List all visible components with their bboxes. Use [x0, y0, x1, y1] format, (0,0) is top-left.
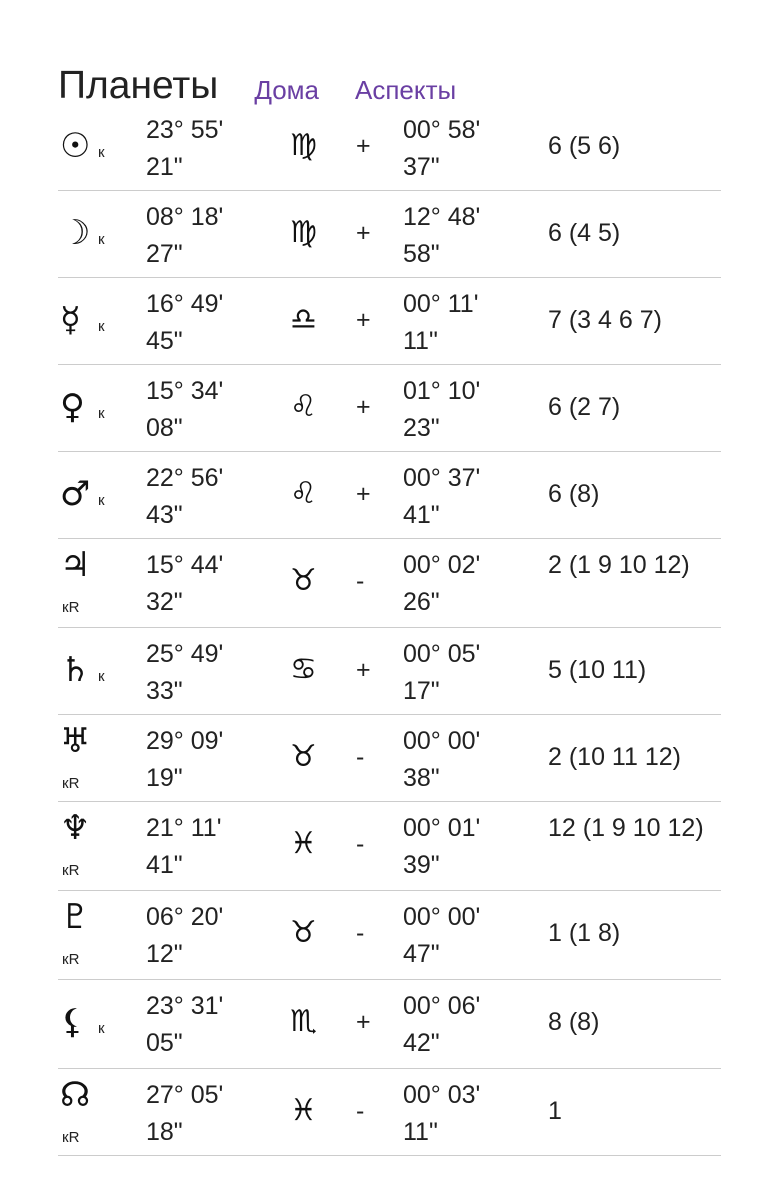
orb-seconds: 42" [403, 1029, 440, 1057]
degree-minutes: 15° 34' [146, 377, 224, 405]
orb-minutes: 00° 00' [403, 727, 481, 755]
degree-seconds: 19" [146, 764, 183, 792]
degree-minutes: 16° 49' [146, 290, 224, 318]
planet-cell [58, 452, 138, 538]
planet-flag: к [98, 405, 105, 422]
planet-degree [146, 723, 256, 797]
degree-seconds: 21" [146, 153, 183, 181]
house-info: 6 (5 6) [548, 132, 621, 160]
direction-indicator: + [356, 132, 371, 160]
house-info: 8 (8) [548, 1008, 600, 1036]
degree-minutes: 21° 11' [146, 814, 222, 842]
planet-icon: ♅ [60, 721, 91, 761]
orb-minutes: 12° 48' [403, 203, 481, 231]
planet-icon: ♄ [60, 650, 91, 690]
direction-indicator: + [356, 1008, 371, 1036]
orb-minutes: 00° 02' [403, 551, 481, 579]
direction-indicator: - [356, 919, 365, 947]
planet-icon: ☿ [60, 300, 81, 340]
orb-minutes: 01° 10' [403, 377, 481, 405]
planet-flag: кR [62, 862, 80, 879]
planet-flag: к [98, 668, 105, 685]
house-info: 12 (1 9 10 12) [548, 814, 704, 842]
planet-flag: к [98, 1020, 105, 1037]
planet-flag: кR [62, 1129, 80, 1146]
table-row[interactable] [58, 1069, 721, 1156]
planet-icon: ♂ [60, 474, 91, 514]
degree-seconds: 41" [146, 851, 183, 879]
orb-value [403, 199, 513, 273]
zodiac-sign-icon: ♎ [290, 302, 317, 337]
planet-icon: ♆ [60, 808, 91, 848]
orb-value [403, 286, 513, 360]
planet-degree [146, 286, 256, 360]
degree-minutes: 27° 05' [146, 1081, 224, 1109]
planet-cell [58, 891, 138, 979]
tab-aspects[interactable]: Аспекты [355, 75, 457, 105]
degree-seconds: 08" [146, 414, 183, 442]
orb-minutes: 00° 58' [403, 116, 481, 144]
planet-cell [58, 628, 138, 714]
planet-cell [58, 191, 138, 277]
house-info: 6 (2 7) [548, 393, 621, 421]
orb-value [403, 636, 513, 710]
degree-seconds: 05" [146, 1029, 183, 1057]
orb-minutes: 00° 00' [403, 903, 481, 931]
house-info: 1 (1 8) [548, 919, 621, 947]
zodiac-sign-icon: ♌ [290, 389, 317, 424]
planet-icon: ☉ [60, 126, 91, 166]
orb-value [403, 112, 513, 186]
house-info: 7 (3 4 6 7) [548, 306, 662, 334]
tab-houses[interactable]: Дома [254, 75, 320, 105]
orb-seconds: 37" [403, 153, 440, 181]
degree-seconds: 45" [146, 327, 183, 355]
degree-minutes: 08° 18' [146, 203, 224, 231]
orb-seconds: 41" [403, 501, 440, 529]
degree-minutes: 15° 44' [146, 551, 224, 579]
orb-minutes: 00° 01' [403, 814, 481, 842]
planet-cell [58, 104, 138, 190]
direction-indicator: - [356, 1097, 365, 1125]
planet-cell [58, 802, 138, 890]
planet-icon: ☊ [60, 1075, 91, 1115]
zodiac-sign-icon: ♉ [290, 563, 317, 598]
table-row[interactable] [58, 365, 721, 452]
degree-seconds: 32" [146, 588, 183, 616]
planet-icon: ♇ [60, 897, 91, 937]
orb-minutes: 00° 37' [403, 464, 481, 492]
orb-value [403, 723, 513, 797]
table-row[interactable] [58, 891, 721, 980]
zodiac-sign-icon: ♍ [290, 128, 317, 163]
planet-degree [146, 988, 256, 1062]
direction-indicator: + [356, 393, 371, 421]
degree-seconds: 12" [146, 940, 183, 968]
house-info: 6 (4 5) [548, 219, 621, 247]
house-info: 5 (10 11) [548, 656, 647, 684]
orb-seconds: 38" [403, 764, 440, 792]
zodiac-sign-icon: ♓ [290, 1093, 317, 1128]
degree-seconds: 33" [146, 677, 183, 705]
zodiac-sign-icon: ♉ [290, 915, 317, 950]
table-row[interactable] [58, 715, 721, 802]
planet-degree [146, 1077, 256, 1151]
planet-table [58, 104, 721, 1156]
direction-indicator: + [356, 656, 371, 684]
planet-flag: к [98, 231, 105, 248]
orb-seconds: 23" [403, 414, 440, 442]
planet-degree [146, 636, 256, 710]
orb-seconds: 11" [403, 1118, 438, 1146]
planet-degree [146, 112, 256, 186]
orb-seconds: 11" [403, 327, 438, 355]
planet-icon: ♃ [60, 545, 91, 585]
house-info: 2 (10 11 12) [548, 743, 681, 771]
table-row[interactable] [58, 104, 721, 191]
planet-flag: к [98, 144, 105, 161]
planet-flag: кR [62, 599, 80, 616]
degree-seconds: 43" [146, 501, 183, 529]
zodiac-sign-icon: ♏ [290, 1004, 317, 1039]
orb-minutes: 00° 06' [403, 992, 481, 1020]
planet-cell [58, 365, 138, 451]
tab-bar [58, 50, 492, 110]
planet-cell [58, 278, 138, 364]
degree-minutes: 29° 09' [146, 727, 224, 755]
direction-indicator: - [356, 830, 365, 858]
zodiac-sign-icon: ♋ [290, 652, 317, 687]
orb-seconds: 39" [403, 851, 440, 879]
direction-indicator: + [356, 480, 371, 508]
table-row[interactable] [58, 191, 721, 278]
planet-icon: ⚸ [60, 1002, 85, 1042]
orb-value [403, 1077, 513, 1151]
planet-cell [58, 980, 138, 1068]
planet-degree [146, 199, 256, 273]
planet-degree [146, 373, 256, 447]
degree-minutes: 23° 31' [146, 992, 224, 1020]
degree-minutes: 06° 20' [146, 903, 224, 931]
planet-icon: ☽ [60, 213, 91, 253]
orb-value [403, 373, 513, 447]
direction-indicator: - [356, 567, 365, 595]
orb-value [403, 547, 513, 621]
orb-value [403, 810, 513, 884]
degree-seconds: 27" [146, 240, 183, 268]
orb-value [403, 460, 513, 534]
planet-flag: к [98, 492, 105, 509]
house-info: 2 (1 9 10 12) [548, 551, 690, 579]
planet-icon: ♀ [60, 387, 85, 427]
house-info: 1 [548, 1097, 562, 1125]
planet-degree [146, 899, 256, 973]
orb-value [403, 899, 513, 973]
table-row[interactable] [58, 980, 721, 1069]
planet-degree [146, 810, 256, 884]
orb-seconds: 26" [403, 588, 440, 616]
degree-seconds: 18" [146, 1118, 183, 1146]
planet-cell [58, 715, 138, 801]
planet-degree [146, 460, 256, 534]
planet-degree [146, 547, 256, 621]
degree-minutes: 22° 56' [146, 464, 224, 492]
planet-flag: кR [62, 951, 80, 968]
table-row[interactable] [58, 628, 721, 715]
table-row[interactable] [58, 452, 721, 539]
degree-minutes: 25° 49' [146, 640, 224, 668]
zodiac-sign-icon: ♌ [290, 476, 317, 511]
degree-minutes: 23° 55' [146, 116, 224, 144]
zodiac-sign-icon: ♍ [290, 215, 317, 250]
orb-seconds: 58" [403, 240, 440, 268]
direction-indicator: + [356, 306, 371, 334]
zodiac-sign-icon: ♓ [290, 826, 317, 861]
table-row[interactable] [58, 539, 721, 628]
house-info: 6 (8) [548, 480, 600, 508]
tab-planets[interactable]: Планеты [58, 64, 219, 107]
zodiac-sign-icon: ♉ [290, 739, 317, 774]
orb-value [403, 988, 513, 1062]
planet-cell [58, 539, 138, 627]
direction-indicator: + [356, 219, 371, 247]
orb-seconds: 47" [403, 940, 440, 968]
orb-minutes: 00° 05' [403, 640, 481, 668]
orb-seconds: 17" [403, 677, 440, 705]
orb-minutes: 00° 11' [403, 290, 479, 318]
table-row[interactable] [58, 802, 721, 891]
table-row[interactable] [58, 278, 721, 365]
planet-flag: к [98, 318, 105, 335]
orb-minutes: 00° 03' [403, 1081, 481, 1109]
planet-cell [58, 1069, 138, 1155]
planet-flag: кR [62, 775, 80, 792]
direction-indicator: - [356, 743, 365, 771]
